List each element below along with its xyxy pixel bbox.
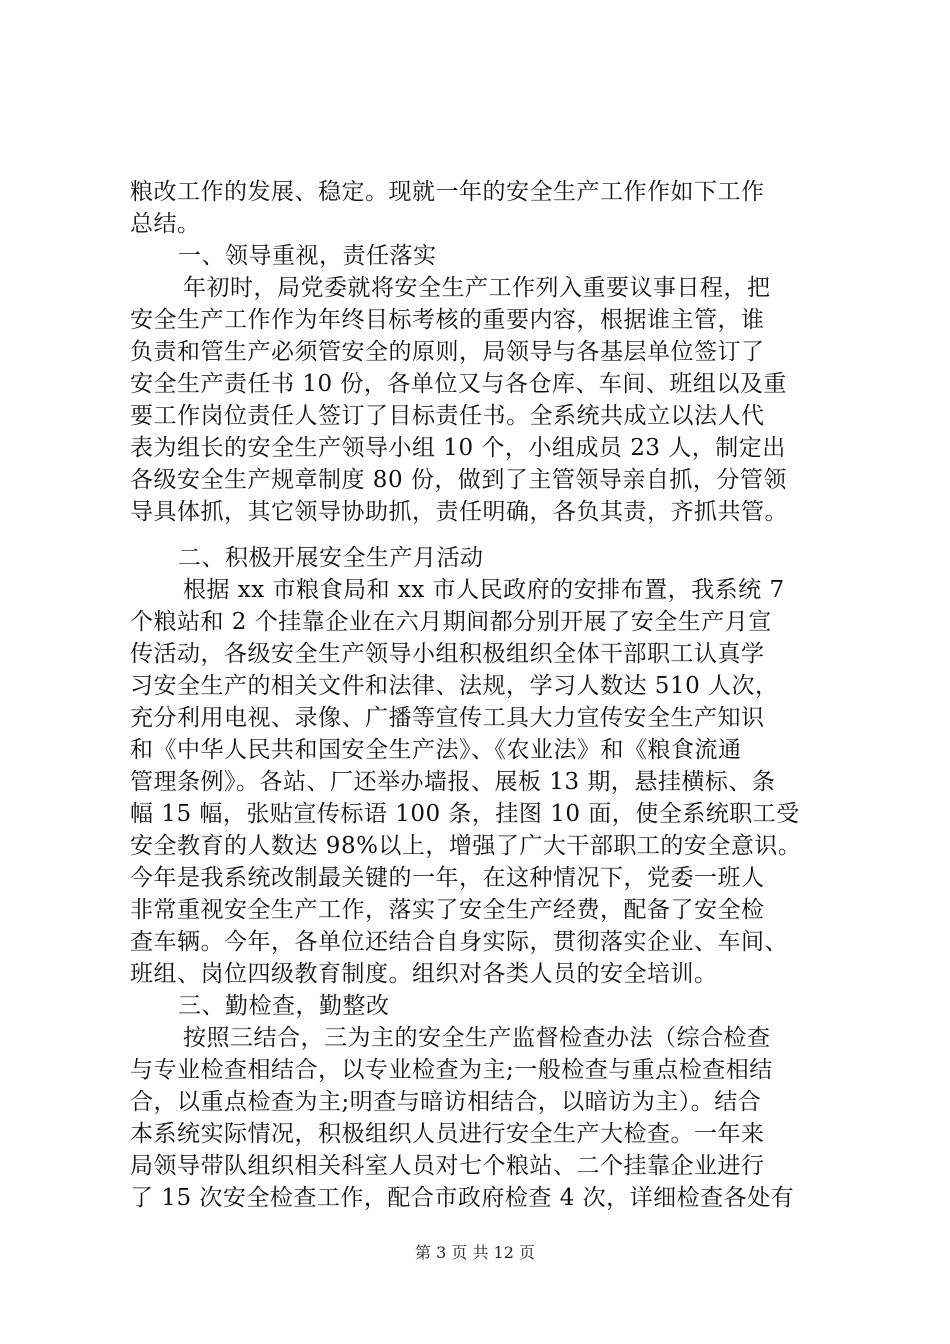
text-line: 合，以重点检查为主;明查与暗访相结合，以暗访为主）。结合 xyxy=(130,1089,762,1115)
text-line: 了 15 次安全检查工作，配合市政府检查 4 次，详细检查各处有 xyxy=(130,1185,795,1211)
page-number-footer: 第 3 页 共 12 页 xyxy=(415,1243,535,1262)
text-line: 要工作岗位责任人签订了目标责任书。全系统共成立以法人代 xyxy=(130,403,765,429)
section-heading-2: 二、积极开展安全生产月活动 xyxy=(178,545,484,571)
text-line: 负责和管生产必须管安全的原则，局领导与各基层单位签订了 xyxy=(130,339,765,365)
text-line: 总结。 xyxy=(130,211,201,237)
text-line: 与专业检查相结合，以专业检查为主;一般检查与重点检查相结 xyxy=(130,1057,773,1083)
section-heading-3: 三、勤检查，勤整改 xyxy=(178,993,390,1019)
text-line: 安全生产责任书 10 份，各单位又与各仓库、车间、班组以及重 xyxy=(130,371,787,397)
text-line: 年初时，局党委就将安全生产工作列入重要议事日程，把 xyxy=(183,275,771,301)
text-line: 查车辆。今年，各单位还结合自身实际，贯彻落实企业、车间、 xyxy=(130,929,788,955)
text-line: 今年是我系统改制最关键的一年，在这种情况下，党委一班人 xyxy=(130,865,765,891)
text-line: 粮改工作的发展、稳定。现就一年的安全生产工作作如下工作 xyxy=(130,179,765,205)
text-line: 根据 xx 市粮食局和 xx 市人民政府的安排布置，我系统 7 xyxy=(183,577,785,603)
text-line: 管理条例》。各站、厂还举办墙报、展板 13 期，悬挂横标、条 xyxy=(130,769,776,795)
text-line: 安全教育的人数达 98%以上，增强了广大干部职工的安全意识。 xyxy=(130,833,802,859)
text-line: 按照三结合，三为主的安全生产监督检查办法（综合检查 xyxy=(183,1025,771,1051)
text-line: 导具体抓，其它领导协助抓，责任明确，各负其责，齐抓共管。 xyxy=(130,499,788,525)
text-line: 个粮站和 2 个挂靠企业在六月期间都分别开展了安全生产月宣 xyxy=(130,609,772,635)
text-line: 局领导带队组织相关科室人员对七个粮站、二个挂靠企业进行 xyxy=(130,1153,765,1179)
text-line: 表为组长的安全生产领导小组 10 个，小组成员 23 人，制定出 xyxy=(130,435,786,461)
text-line: 习安全生产的相关文件和法律、法规，学习人数达 510 人次， xyxy=(130,673,779,699)
text-line: 非常重视安全生产工作，落实了安全生产经费，配备了安全检 xyxy=(130,897,765,923)
text-line: 和《中华人民共和国安全生产法》、《农业法》和《粮食流通 xyxy=(130,737,742,763)
text-line: 班组、岗位四级教育制度。组织对各类人员的安全培训。 xyxy=(130,961,718,987)
text-line: 幅 15 幅，张贴宣传标语 100 条，挂图 10 面，使全系统职工受 xyxy=(130,801,800,827)
text-line: 各级安全生产规章制度 80 份，做到了主管领导亲自抓，分管领 xyxy=(130,467,787,493)
text-line: 传活动，各级安全生产领导小组积极组织全体干部职工认真学 xyxy=(130,641,765,667)
text-line: 安全生产工作作为年终目标考核的重要内容，根据谁主管，谁 xyxy=(130,307,765,333)
section-heading-1: 一、领导重视，责任落实 xyxy=(178,243,437,269)
text-line: 本系统实际情况，积极组织人员进行安全生产大检查。一年来 xyxy=(130,1121,765,1147)
text-line: 充分利用电视、录像、广播等宣传工具大力宣传安全生产知识 xyxy=(130,705,765,731)
